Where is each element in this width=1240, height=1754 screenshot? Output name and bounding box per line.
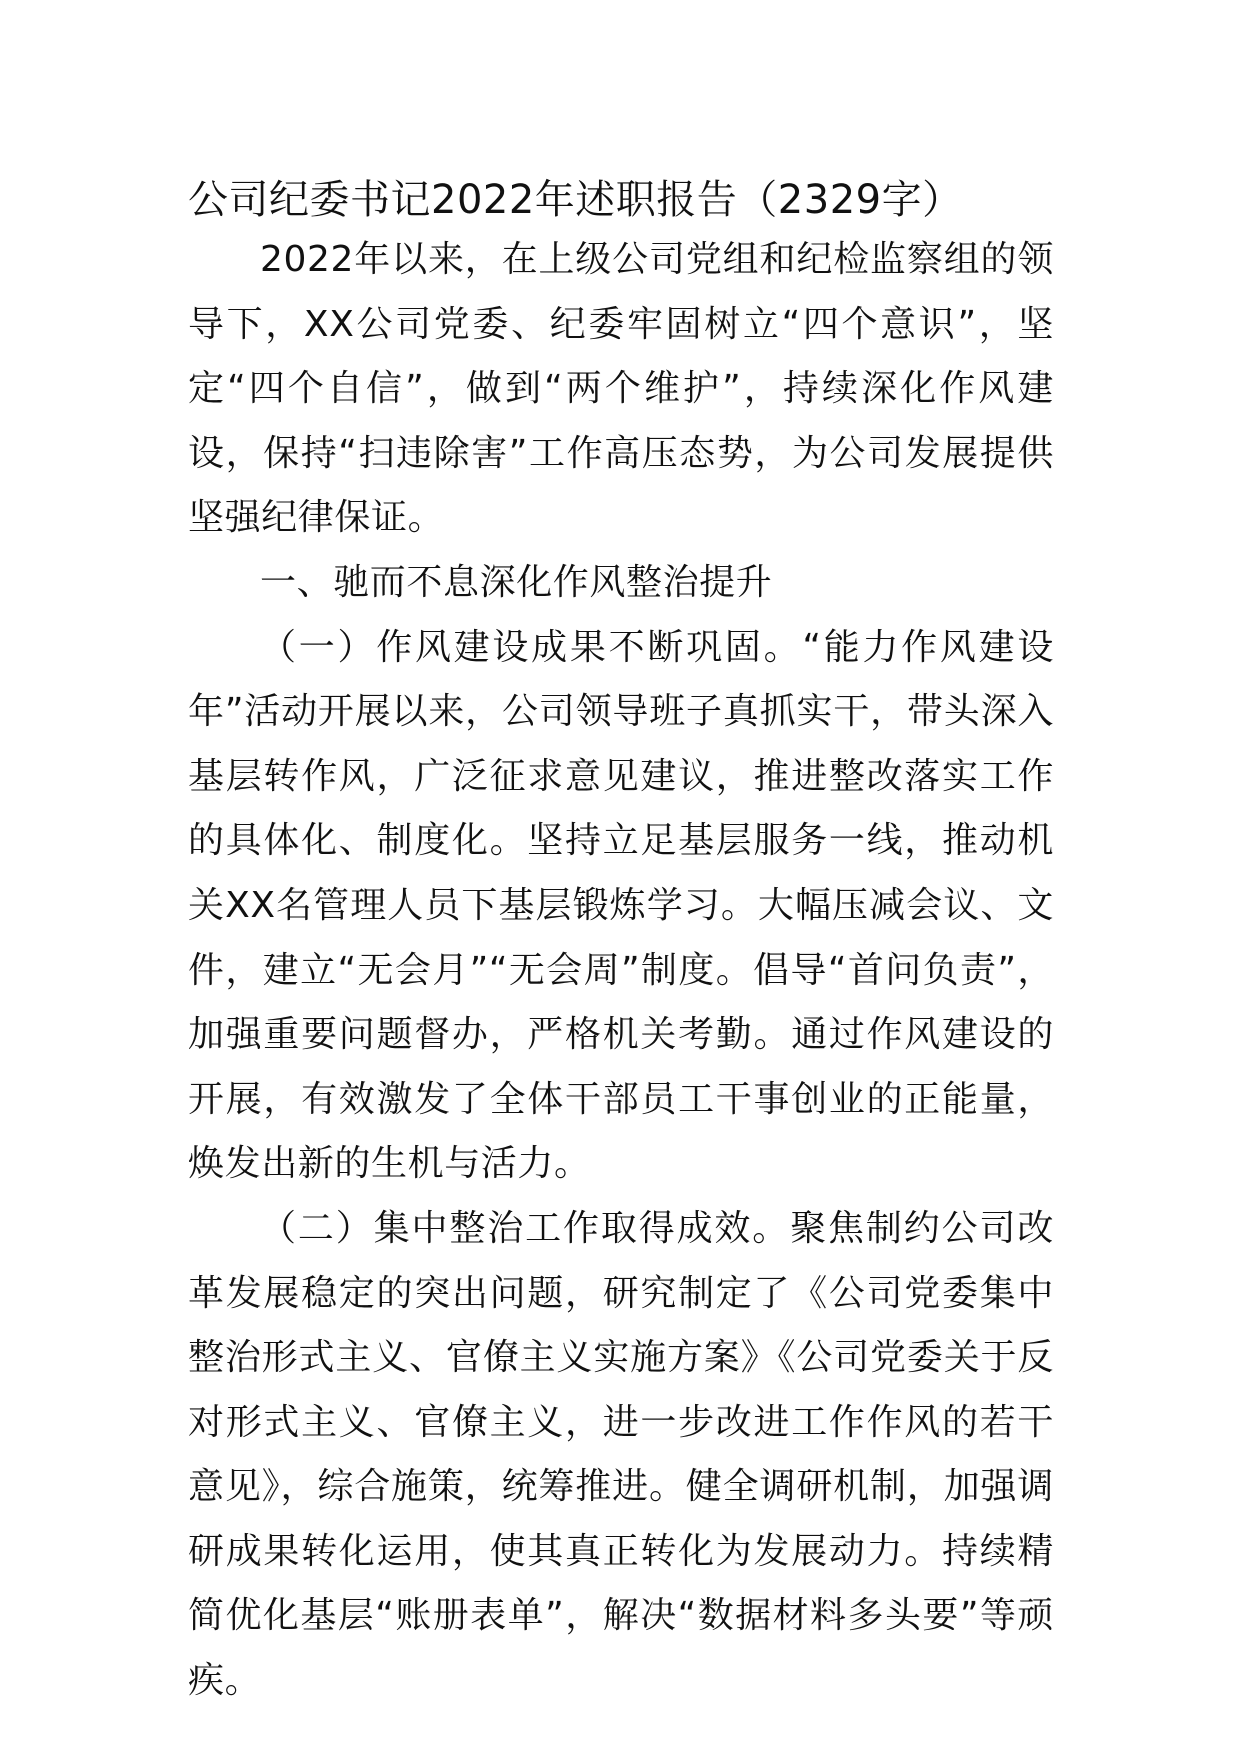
section-heading: 一、驰而不息深化作风整治提升	[260, 561, 773, 603]
report-body	[188, 172, 1054, 1714]
intro-paragraph: 2022年以来，在上级公司党组和纪检监察组的领导下，XX公司党委、纪委牢固树立“四个意识”，坚定“四个自信”，做到“两个维护”，持续深化作风建设，保持“扫违除害”工作高压态势，为公司发展提供坚强纪律保证。	[188, 239, 1054, 539]
subsection-paragraph-2: （二）集中整治工作取得成效。聚焦制约公司改革发展稳定的突出问题，研究制定了《公司党委集中整治形式主义、官僚主义实施方案》《公司党委关于反对形式主义、官僚主义，进一步改进工作作风的若干意见》，综合施策，统筹推进。健全调研机制，加强调研成果转化运用，使其真正转化为发展动力。持续精简优化基层“账册表单”，解决“数据材料多头要”等顽疾。	[188, 1207, 1054, 1702]
document-title: 公司纪委书记2022年述职报告（2329字）	[188, 177, 963, 223]
subsection-paragraph-1: （一）作风建设成果不断巩固。“能力作风建设年”活动开展以来，公司领导班子真抓实干，带头深入基层转作风，广泛征求意见建议，推进整改落实工作的具体化、制度化。坚持立足基层服务一线，推动机关XX名管理人员下基层锻炼学习。大幅压减会议、文件，建立“无会月”“无会周”制度。倡导“首问负责”，加强重要问题督办，严格机关考勤。通过作风建设的开展，有效激发了全体干部员工干事创业的正能量，焕发出新的生机与活力。	[188, 626, 1054, 1185]
